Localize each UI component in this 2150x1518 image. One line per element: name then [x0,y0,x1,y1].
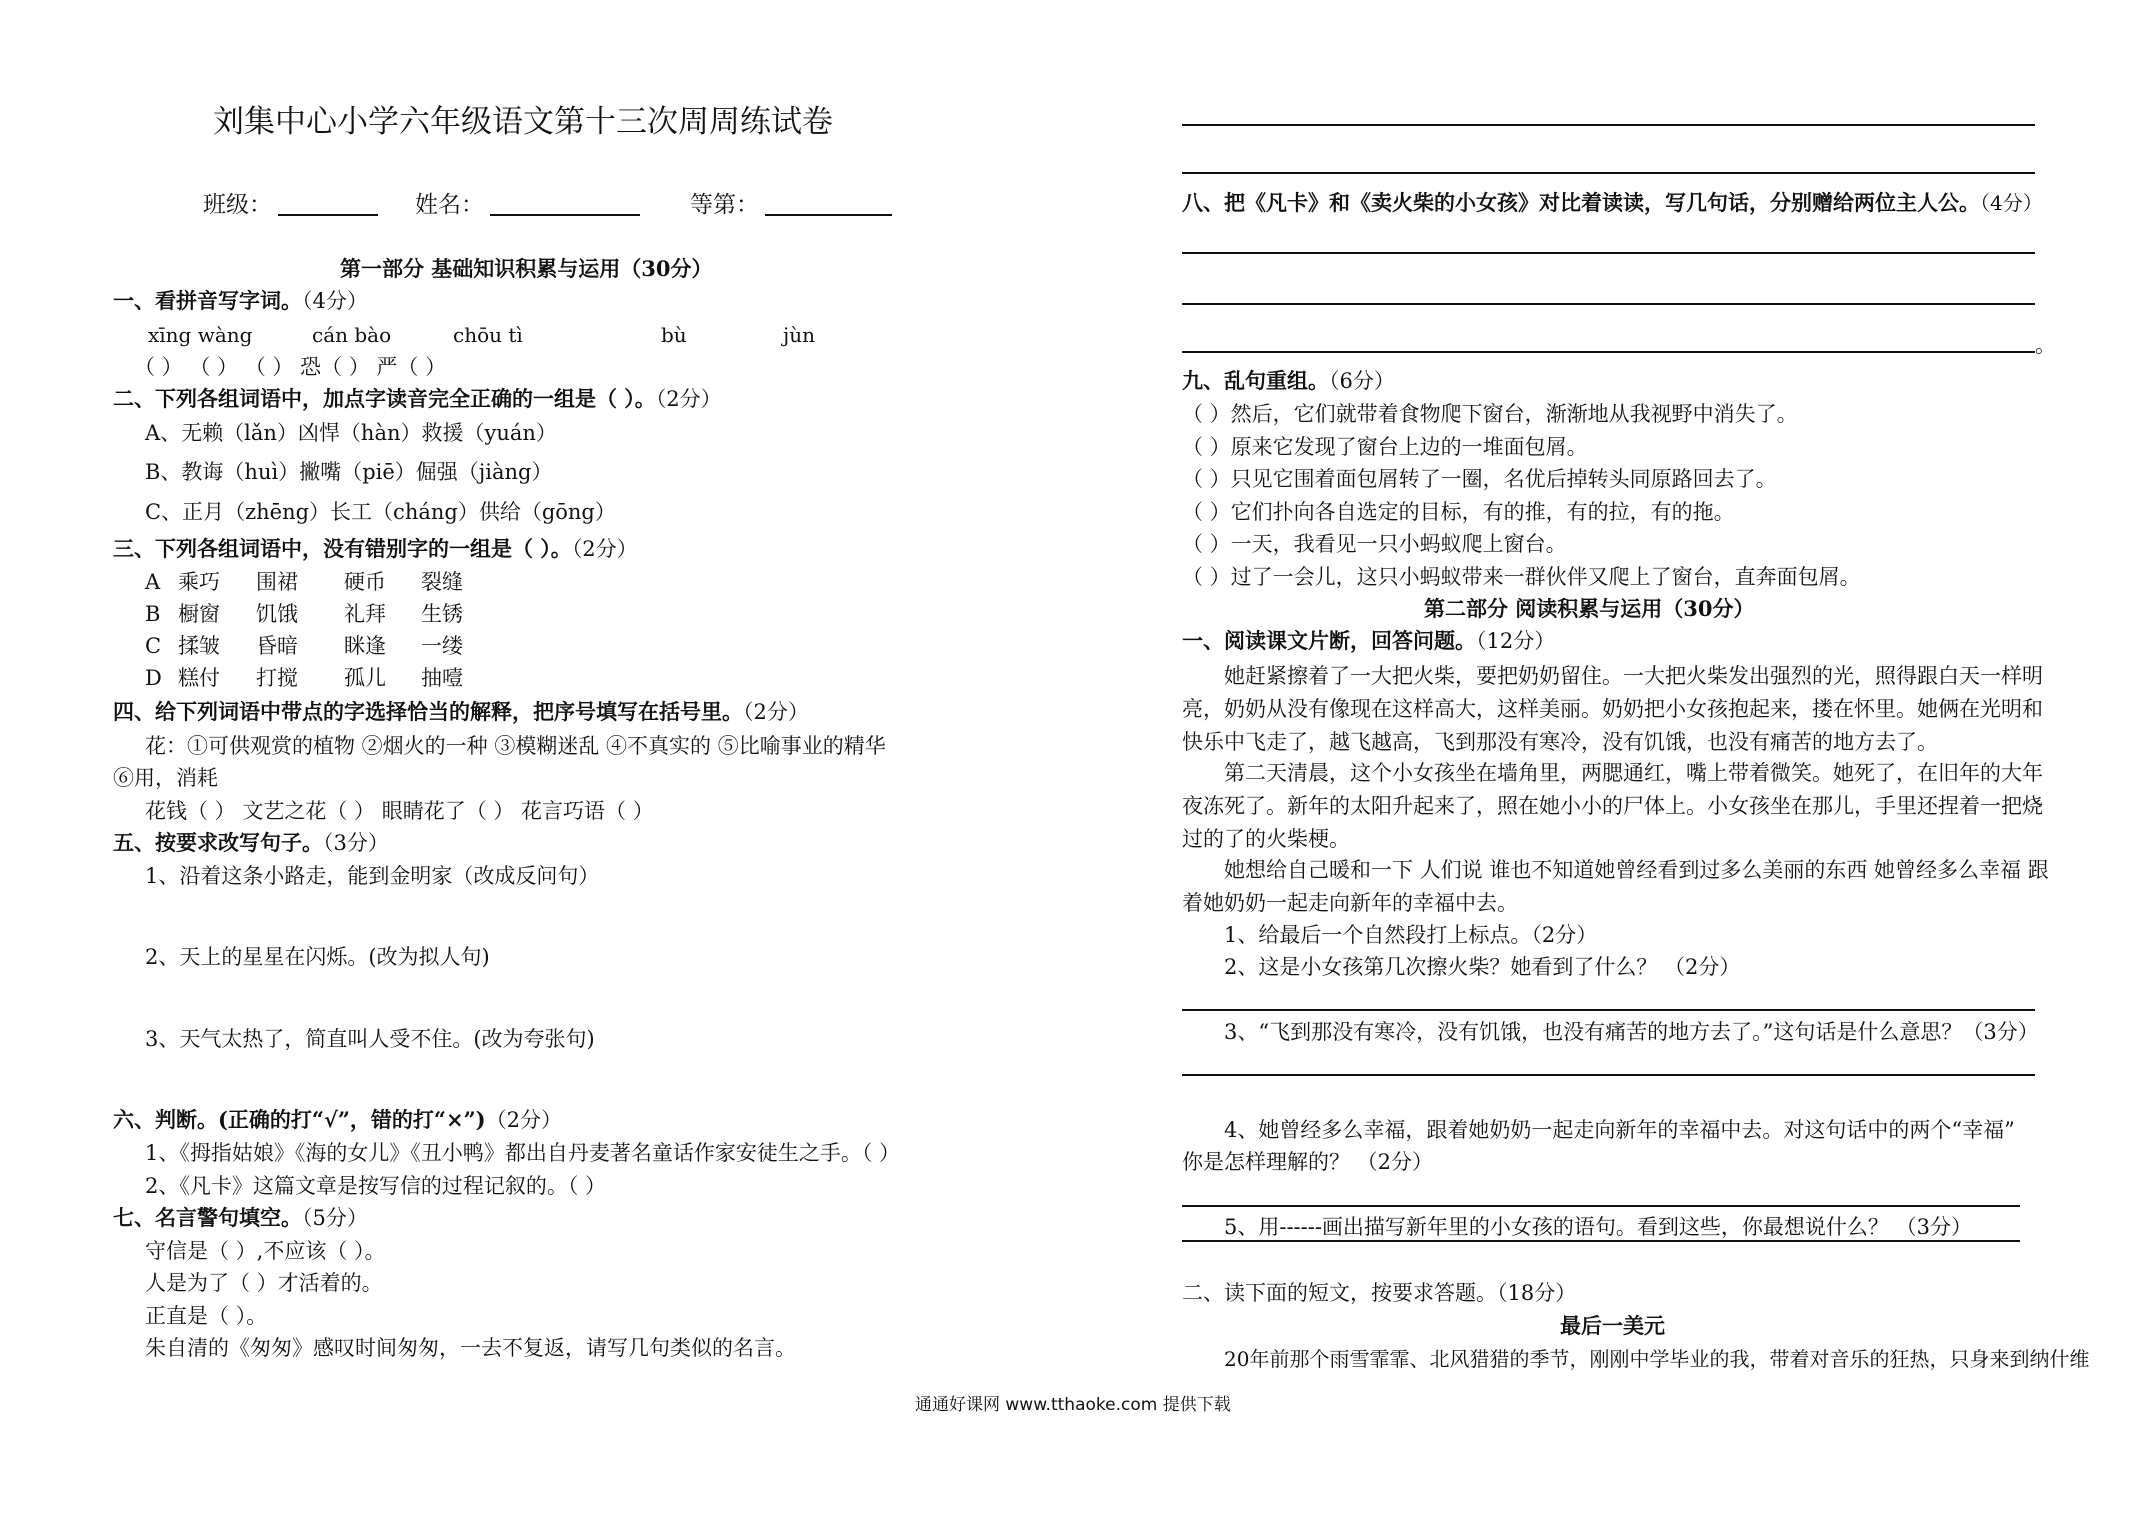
footer: 通通好课网 www.tthaoke.com 提供下载 [915,1395,1231,1415]
q9-item: （ ）然后，它们就带着食物爬下窗台，渐渐地从我视野中消失了。 [1182,402,1798,426]
reading1-question-5: 5、用------画出描写新年里的小女孩的语句。看到这些，你最想说什么？ （3分） [1224,1215,1972,1239]
q1-heading: 一、看拼音写字词。（4分） [113,288,368,313]
answer-line[interactable] [1182,252,2035,254]
q8-heading: 八、把《凡卡》和《卖火柴的小女孩》对比着读读，写几句话，分别赠给两位主人公。（4分） [1182,190,2043,215]
q6-item-1: 1、《拇指姑娘》《海的女儿》《丑小鸭》都出自丹麦著名童话作家安徒生之手。（ ） [145,1141,901,1165]
reading1-paragraph-1: 她赶紧擦着了一大把火柴，要把奶奶留住。一大把火柴发出强烈的光，照得跟白天一样明亮，奶奶从没有像现在这样高大，这样美丽。奶奶把小女孩抱起来，搂在怀里。她俩在光明和快乐中飞走了，越飞越高，飞到那没有寒冷，没有饥饿，也没有痛苦的地方去了。 [1182,664,2043,754]
q5-heading: 五、按要求改写句子。（3分） [113,830,389,855]
q1-pinyin-3: chōu tì [453,323,523,347]
q1-pinyin-4: bù [661,323,687,347]
q2-heading: 二、下列各组词语中，加点字读音完全正确的一组是（ ）。（2分） [113,386,722,411]
q4-answer-row[interactable]: 花钱（ ） 文艺之花（ ） 眼睛花了（ ） 花言巧语（ ） [145,799,654,823]
q7-item-3: 正直是（ ）。 [145,1304,268,1328]
reading1-paragraph-3: 她想给自己暖和一下 人们说 谁也不知道她曾经看到过多么美丽的东西 她曾经多么幸福 跟着她奶奶一起走向新年的幸福中去。 [1182,858,2049,915]
q7-item-4: 朱自清的《匆匆》感叹时间匆匆，一去不复返，请写几句类似的名言。 [145,1336,796,1360]
reading2-heading: 二、读下面的短文，按要求答题。（18分） [1182,1281,1577,1305]
reading1-question-2: 2、这是小女孩第几次擦火柴？她看到了什么？ （2分） [1224,955,1741,979]
q6-heading: 六、判断。(正确的打“√”，错的打“×”)（2分） [113,1107,562,1132]
q4-heading: 四、给下列词语中带点的字选择恰当的解释，把序号填写在括号里。（2分） [113,699,809,724]
grade-field[interactable] [765,214,892,216]
q1-answer-blanks[interactable]: （ ） （ ） （ ） 恐（ ） 严（ ） [134,355,447,379]
answer-line[interactable] [1182,124,2035,126]
grade-label: 等第： [690,192,759,218]
story-title: 最后一美元 [1560,1313,1665,1338]
q2-option-b: B、教诲（huì）撇嘴（piē）倔强（jiàng） [145,460,553,484]
q8-end-mark: 。 [2035,333,2056,357]
reading1-question-1: 1、给最后一个自然段打上标点。（2分） [1224,923,1598,947]
q1-pinyin-5: jùn [783,323,815,347]
reading1-question-3: 3、“飞到那没有寒冷，没有饥饿，也没有痛苦的地方去了。”这句话是什么意思？（3分） [1224,1020,2039,1044]
q3-heading: 三、下列各组词语中，没有错别字的一组是（ ）。（2分） [113,536,638,561]
name-field[interactable] [490,214,640,216]
q7-item-2: 人是为了（ ）才活着的。 [145,1271,383,1295]
page-title: 刘集中心小学六年级语文第十三次周周练试卷 [213,104,833,140]
class-label: 班级： [203,192,272,218]
reading1-heading: 一、阅读课文片断，回答问题。（12分） [1182,628,1556,653]
q7-heading: 七、名言警句填空。（5分） [113,1205,368,1230]
q9-item: （ ）过了一会儿，这只小蚂蚁带来一群伙伴又爬上了窗台，直奔面包屑。 [1182,565,1861,589]
part1-title: 第一部分 基础知识积累与运用（30分） [340,256,713,281]
q5-item-3: 3、天气太热了，简直叫人受不住。(改为夸张句) [145,1027,595,1051]
q9-item: （ ）原来它发现了窗台上边的一堆面包屑。 [1182,435,1588,459]
reading1-paragraph-2: 第二天清晨，这个小女孩坐在墙角里，两腮通红，嘴上带着微笑。她死了，在旧年的大年夜冻死了。新年的太阳升起来了，照在她小小的尸体上。小女孩坐在那儿，手里还捏着一把烧过的了的火柴梗。 [1182,761,2043,851]
q2-option-a: A、无赖（lǎn）凶悍（hàn）救援（yuán） [145,421,557,445]
answer-line[interactable] [1182,1074,2035,1076]
q4-definitions: 花：①可供观赏的植物 ②烟火的一种 ③模糊迷乱 ④不真实的 ⑤比喻事业的精华 [145,734,886,758]
reading1-question-4: 4、她曾经多么幸福，跟着她奶奶一起走向新年的幸福中去。对这句话中的两个“幸福” [1224,1118,2015,1142]
answer-line[interactable] [1182,1240,2020,1242]
q4-definitions-cont: ⑥用，消耗 [113,766,218,790]
q5-item-1: 1、沿着这条小路走，能到金明家（改成反问句） [145,864,600,888]
q2-option-c: C、正月（zhēng）长工（cháng）供给（gōng） [145,500,616,524]
reading1-question-4-cont: 你是怎样理解的？ （2分） [1182,1150,1434,1174]
q9-item: （ ）它们扑向各自选定的目标，有的推，有的拉，有的拖。 [1182,500,1735,524]
name-label: 姓名： [415,192,484,218]
q9-heading: 九、乱句重组。（6分） [1182,368,1395,393]
q1-pinyin-2: cán bào [312,323,392,347]
answer-line[interactable] [1182,172,2035,174]
q5-item-2: 2、天上的星星在闪烁。(改为拟人句) [145,945,490,969]
q9-item: （ ）只见它围着面包屑转了一圈，名优后掉转头同原路回去了。 [1182,467,1777,491]
part2-title: 第二部分 阅读积累与运用（30分） [1424,596,1755,621]
q7-item-1: 守信是（ ）,不应该（ ）。 [145,1239,386,1263]
q6-item-2: 2、《凡卡》这篇文章是按写信的过程记叙的。（ ） [145,1174,607,1198]
class-field[interactable] [278,214,378,216]
answer-line[interactable] [1182,1205,2020,1207]
answer-line[interactable] [1182,1009,2035,1011]
story-first-line: 20年前那个雨雪霏霏、北风猎猎的季节，刚刚中学毕业的我，带着对音乐的狂热，只身来到纳什维 [1224,1347,2090,1371]
answer-line[interactable] [1182,351,2035,353]
q1-pinyin-1: xīng wàng [148,323,253,347]
answer-line[interactable] [1182,303,2035,305]
q9-item: （ ）一天，我看见一只小蚂蚁爬上窗台。 [1182,532,1567,556]
